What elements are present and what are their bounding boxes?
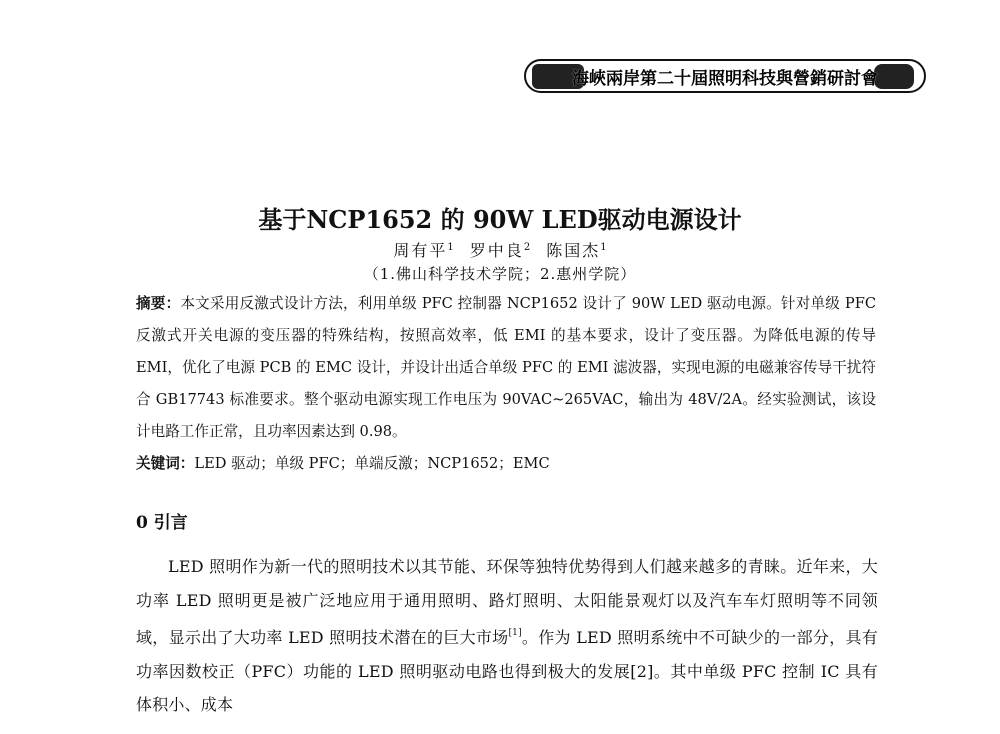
keywords-text: LED 驱动；单级 PFC；单端反激；NCP1652；EMC <box>194 455 550 472</box>
author-list <box>0 238 1000 261</box>
conference-name: 海峽兩岸第二十屆照明科技與營銷研討會 <box>572 68 878 89</box>
author-name: 陈国杰 <box>546 241 601 260</box>
section-heading: 0 引言 <box>136 513 188 533</box>
affiliations: （1.佛山科学技术学院；2.惠州学院） <box>363 265 637 283</box>
paper-title: 基于NCP1652 的 90W LED驱动电源设计 <box>258 205 742 234</box>
author-affil-mark: 2 <box>523 242 531 253</box>
keywords-label: 关键词： <box>136 455 195 472</box>
abstract <box>136 288 876 448</box>
intro-text: 。作为 LED 照明系统中不可缺少的一部分，具有功率因数校正（PFC）功能的 LED 照明驱动电路也得到极大的发展[2]。其中单级 PFC 控制 IC 具有体积小、成本 <box>136 628 878 715</box>
intro-paragraph <box>136 550 878 722</box>
abstract-label: 摘要： <box>136 295 181 312</box>
intro-text: LED 照明作为新一代的照明技术以其节能、环保等独特优势得到人们越来越多的青睐。近年来，大功率 LED 照明更是被广泛地应用于通用照明、路灯照明、太阳能景观灯以及汽车车灯照明等不同领域，显示出了大功率 LED 照明技术潜在的巨大市场 <box>136 557 878 648</box>
author-affil-mark: 1 <box>447 242 454 253</box>
abstract-text: 本文采用反激式设计方法，利用单级 PFC 控制器 NCP1652 设计了 90W LED 驱动电源。针对单级 PFC 反激式开关电源的变压器的特殊结构，按照高效率，低 EMI 的基本要求，设计了变压器。为降低电源的传导 EMI，优化了电源 PCB 的 EMC 设计，并设计出适合单级 PFC 的 EMI 滤波器，实现电源的电磁兼容传导干扰符合 GB17743 标准要求。整个驱动电源实现工作电压为 90VAC~265VAC，输出为 48V/2A。经实验测试，该设计电路工作正常，且功率因素达到 0.98。 <box>136 295 876 440</box>
citation-ref: [1] <box>508 628 522 639</box>
intro-body <box>136 550 878 722</box>
author-name: 周有平 <box>393 241 448 260</box>
conference-banner <box>524 59 926 93</box>
author-affil-mark: 1 <box>600 242 607 253</box>
keywords <box>136 449 876 479</box>
author-name: 罗中良 <box>469 241 524 260</box>
